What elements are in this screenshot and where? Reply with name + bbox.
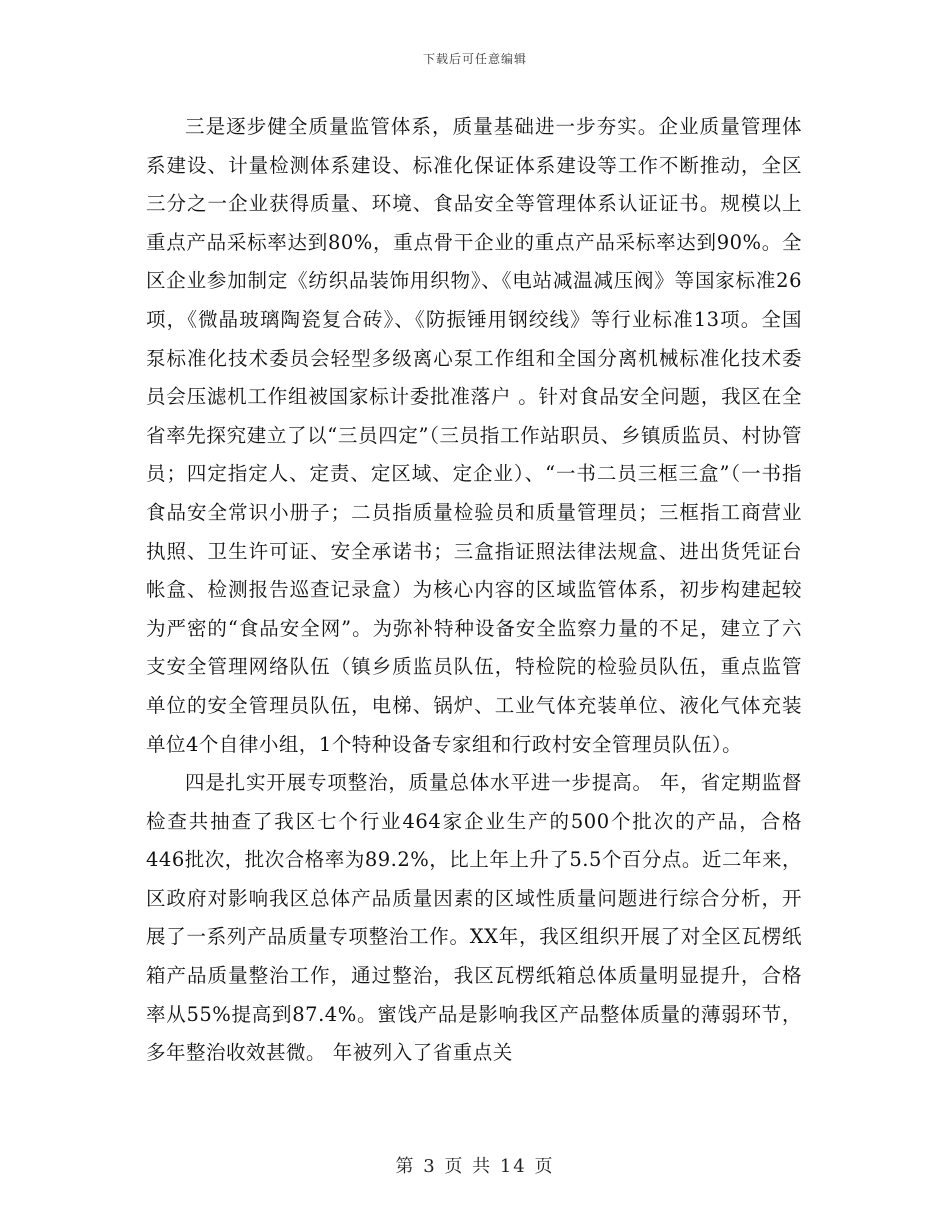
page-number-footer: 第 3 页 共 14 页 [395,1156,555,1177]
paragraph-quality-system: 三是逐步健全质量监管体系，质量基础进一步夯实。企业质量管理体系建设、计量检测体系建设、标准化保证体系建设等工作不断推动，全区三分之一企业获得质量、环境、食品安全等管理体系认证证书。规模以上重点产品采标率达到80%，重点骨干企业的重点产品采标率达到90%。全区企业参加制定《纺织品装饰用织物》、《电站减温减压阀》等国家标准26项，《微晶玻璃陶瓷复合砖》、《防振锤用钢绞线》等行业标准13项。全国泵标准化技术委员会轻型多级离心泵工作组和全国分离机械标准化技术委员会压滤机工作组被国家标计委批准落户 。针对食品安全问题，我区在全省率先探究建立了以“三员四定”（三员指工作站职员、乡镇质监员、村协管员；四定指定人、定责、定区域、定企业）、“一书二员三框三盒”（一书指食品安全常识小册子；二员指质量检验员和质量管理员；三框指工商营业执照、卫生许可证、安全承诺书；三盒指证照法律法规盒、进出货凭证台帐盒、检测报告巡查记录盒）为核心内容的区域监管体系，初步构建起较为严密的“食品安全网”。为弥补特种设备安全监察力量的不足，建立了六支安全管理网络队伍（镇乡质监员队伍，特检院的检验员队伍，重点监管单位的安全管理员队伍，电梯、锅炉、工业气体充装单位、液化气体充装单位4个自律小组，1个特种设备专家组和行政村安全管理员队伍）。 [146,115,802,756]
document-body [146,108,802,1073]
paragraph-special-rectification: 四是扎实开展专项整治，质量总体水平进一步提高。 年，省定期监督检查共抽查了我区七个行业464家企业生产的500个批次的产品，合格446批次，批次合格率为89.2%，比上年上升了5.5个百分点。近二年来，区政府对影响我区总体产品质量因素的区域性质量问题进行综合分析，开展了一系列产品质量专项整治工作。XX年，我区组织开展了对全区瓦楞纸箱产品质量整治工作，通过整治，我区瓦楞纸箱总体质量明显提升，合格率从55%提高到87.4%。蜜饯产品是影响我区产品整体质量的薄弱环节，多年整治收效甚微。 年被列入了省重点关 [146,771,802,1065]
page-header-note: 下载后可任意编辑 [422,52,527,66]
